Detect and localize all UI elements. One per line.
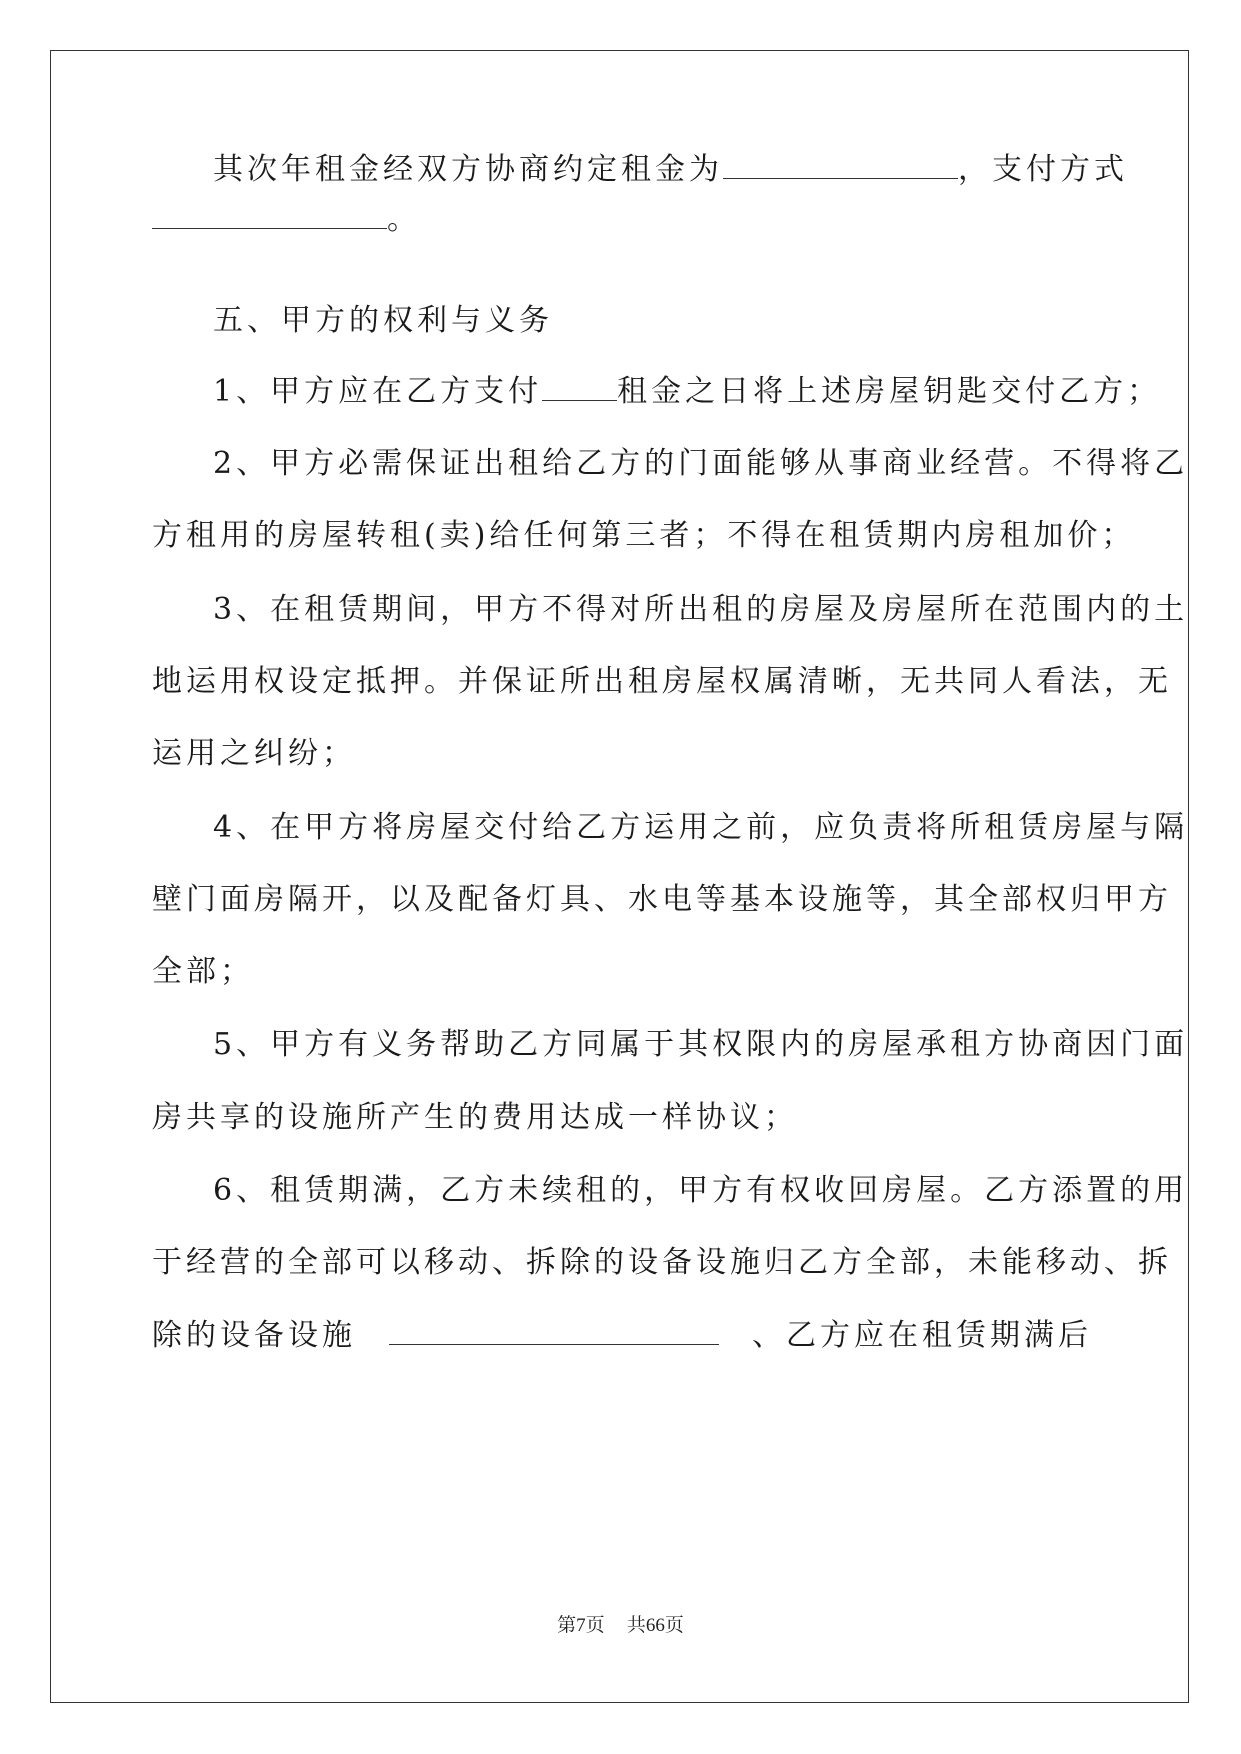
paragraph-line: 壁门面房隔开，以及配备灯具、水电等基本设施等，其全部权归甲方 <box>152 882 1172 917</box>
page-border <box>50 50 1189 1703</box>
paragraph-line: 1、甲方应在乙方支付 租金之日将上述房屋钥匙交付乙方； <box>213 374 1162 409</box>
paragraph-line: 除的设备设施 、乙方应在租赁期满后 <box>152 1318 1092 1353</box>
paragraph-line: 2、甲方必需保证出租给乙方的门面能够从事商业经营。不得将乙 <box>213 446 1189 481</box>
paragraph-line: 3、在租赁期间，甲方不得对所出租的房屋及房屋所在范围内的土 <box>213 592 1189 627</box>
page-footer <box>0 1610 1241 1637</box>
paragraph-line: 方租用的房屋转租(卖)给任何第三者；不得在租赁期内房租加价； <box>152 518 1136 553</box>
paragraph-line: 于经营的全部可以移动、拆除的设备设施归乙方全部，未能移动、拆 <box>152 1245 1172 1280</box>
paragraph-line: 其次年租金经双方协商约定租金为 ，支付方式 <box>213 152 1128 187</box>
paragraph-line: 6、租赁期满，乙方未续租的，甲方有权收回房屋。乙方添置的用 <box>213 1173 1189 1208</box>
fill-blank <box>152 200 387 229</box>
fill-blank <box>723 150 958 179</box>
page-number: 第7页 <box>557 1615 605 1636</box>
fill-blank <box>542 372 617 401</box>
paragraph-line: 地运用权设定抵押。并保证所出租房屋权属清晰，无共同人看法，无 <box>152 664 1172 699</box>
fill-blank <box>389 1316 719 1345</box>
paragraph-line: 运用之纠纷； <box>152 736 356 771</box>
page-total: 共66页 <box>626 1615 684 1636</box>
paragraph-line: 4、在甲方将房屋交付给乙方运用之前，应负责将所租赁房屋与隔 <box>213 810 1189 845</box>
section-heading: 五、甲方的权利与义务 <box>213 303 553 338</box>
paragraph-line: 全部； <box>152 954 254 989</box>
paragraph-line: 房共享的设施所产生的费用达成一样协议； <box>152 1100 798 1135</box>
paragraph-line: 。 <box>152 200 1092 240</box>
paragraph-line: 5、甲方有义务帮助乙方同属于其权限内的房屋承租方协商因门面 <box>213 1027 1189 1062</box>
